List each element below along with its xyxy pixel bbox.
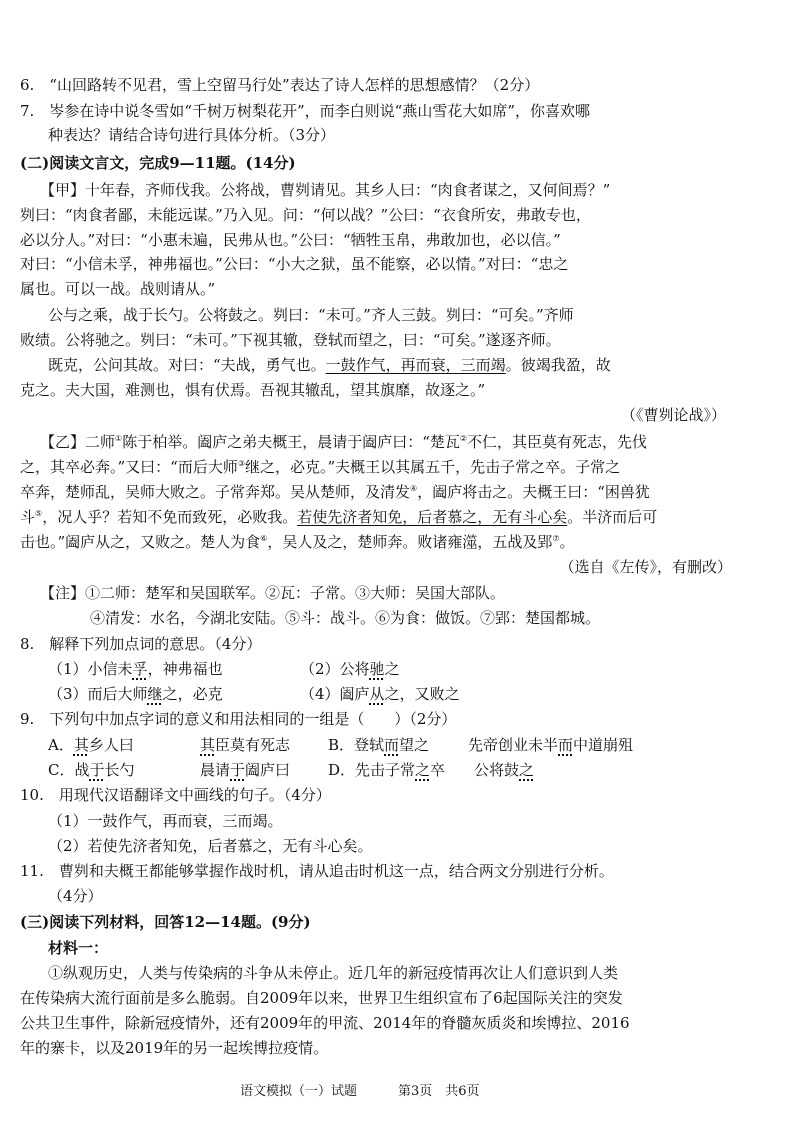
dotted-word: 而 xyxy=(558,736,574,754)
question-10: 10. 用现代汉语翻译文中画线的句子。（4分） xyxy=(20,786,331,804)
passage-jia-line: 对曰：“小信未孚，神弗福也。”公曰：“小大之狱，虽不能察，必以情。”对曰：“忠之 xyxy=(20,255,569,273)
question-8-item-3 xyxy=(48,687,223,702)
question-9: 9. 下列句中加点字词的意义和用法相同的一组是（ ）（2分） xyxy=(20,710,457,728)
passage-text: 。 xyxy=(559,533,575,551)
dotted-word: 于 xyxy=(230,761,246,779)
material-1-line: 公共卫生事件，除新冠疫情外，还有2009年的甲流、2014年的脊髓灰质炎和埃博拉、2016 xyxy=(20,1014,630,1032)
question-11-line-1: 11. 曹刿和夫概王都能够掌握作战时机，请从追击时机这一点，结合两文分别进行分析。 xyxy=(20,862,614,880)
passage-jia-line: 败绩。公将驰之。刿曰：“未可。”下视其辙，登轼而望之，曰：“可矣。”遂逐齐师。 xyxy=(20,331,561,349)
material-1-title: 材料一： xyxy=(48,939,109,957)
question-8: 8. 解释下列加点词的意思。（4分） xyxy=(20,635,262,653)
item-text: ，神弗福也 xyxy=(147,660,223,678)
passage-jia-line: 刿曰：“肉食者鄙，未能远谋。”乃入见。问：“何以战？”公曰：“衣食所安，弗敢专也， xyxy=(20,206,591,224)
question-7-line-1: 7. 岑参在诗中说冬雪如“千树万树梨花开”，而李白则说“燕山雪花大如席”，你喜欢哪 xyxy=(20,102,590,120)
passage-text: 卒奔，楚师乱，吴师大败之。子常奔郑。吴从楚师，及清发 xyxy=(20,483,411,501)
dotted-word: 驰 xyxy=(369,660,385,678)
option-text: 臣莫有死志 xyxy=(215,736,291,754)
item-text: 之，又败之 xyxy=(384,685,460,703)
dotted-word: 而 xyxy=(384,736,400,754)
question-10-item-1: （1）一鼓作气，再而衰，三而竭。 xyxy=(48,812,283,830)
notes-line-1: 【注】①二师：楚军和吴国联军。②瓦：子常。③大师：吴国大部队。 xyxy=(40,584,506,602)
question-9-option-c-2 xyxy=(200,763,290,778)
footer-exam-name: 语文模拟（一）试题 xyxy=(240,1084,358,1099)
passage-yi-line xyxy=(20,510,657,525)
option-text: D．先击子常 xyxy=(328,761,416,779)
notes-line-2: ④清发：水名，今湖北安陆。⑤斗：战斗。⑥为食：做饭。⑦郢：楚国都城。 xyxy=(90,609,601,627)
item-text: 之 xyxy=(384,660,400,678)
dotted-word: 其 xyxy=(73,736,89,754)
option-text: 先帝创业未半 xyxy=(468,736,559,754)
option-text: B．登轼 xyxy=(328,736,385,754)
question-9-option-a-2 xyxy=(200,738,290,753)
question-8-item-2 xyxy=(300,662,400,677)
option-text: 长勺 xyxy=(104,761,135,779)
passage-jia-source: （《曹刿论战》） xyxy=(620,406,726,424)
option-text: 中道崩殂 xyxy=(573,736,634,754)
material-1-line: ①纵观历史，人类与传染病的斗争从未停止。近几年的新冠疫情再次让人们意识到人类 xyxy=(48,964,619,982)
passage-text: ，阖庐将击之。夫概王曰：“困兽犹 xyxy=(417,483,650,501)
item-text: （4）阖庐 xyxy=(300,685,370,703)
footnote-marker: ⑦ xyxy=(552,534,560,543)
dotted-word: 孚 xyxy=(132,660,148,678)
passage-yi-line xyxy=(20,535,575,550)
dotted-word: 从 xyxy=(369,685,385,703)
passage-jia-line: 【甲】十年春，齐师伐我。公将战，曹刿请见。其乡人曰：“肉食者谋之，又何间焉？” xyxy=(40,181,611,199)
passage-text: ，吴人及之，楚师奔。败诸雍澨，五战及郢 xyxy=(267,533,553,551)
question-6: 6. “山回路转不见君，雪上空留马行处”表达了诗人怎样的思想感情？（2分） xyxy=(20,76,540,94)
dotted-word: 于 xyxy=(89,761,105,779)
passage-text: 陈于柏举。阖庐之弟夫概王，晨请于阖庐曰：“楚瓦 xyxy=(122,433,460,451)
material-1-line: 在传染病大流行面前是多么脆弱。自2009年以来，世界卫生组织宣布了6起国际关注的突发 xyxy=(20,989,623,1007)
passage-jia-line xyxy=(48,358,611,373)
item-text: （2）公将 xyxy=(300,660,370,678)
footnote-marker: ① xyxy=(115,434,123,443)
item-text: （1）小信未 xyxy=(48,660,133,678)
question-9-option-d-1 xyxy=(328,763,445,778)
passage-text: 。彼竭我盈，故 xyxy=(505,356,611,374)
dotted-word: 其 xyxy=(200,736,216,754)
section-3-heading: (三)阅读下列材料，回答12—14题。(9分) xyxy=(20,913,311,931)
underlined-sentence-1: 一鼓作气，再而衰，三而竭 xyxy=(325,356,506,374)
footnote-marker: ④ xyxy=(410,484,418,493)
option-text: A． xyxy=(48,736,74,754)
passage-yi-source: （选自《左传》，有删改） xyxy=(559,558,732,576)
option-text: 公将鼓 xyxy=(474,761,520,779)
footnote-marker: ③ xyxy=(237,459,246,468)
option-text: 乡人曰 xyxy=(88,736,134,754)
question-9-option-c-1 xyxy=(48,763,135,778)
option-text: 晨请 xyxy=(200,761,231,779)
passage-text: 。半济而后可 xyxy=(567,508,658,526)
footnote-marker: ② xyxy=(459,434,468,443)
passage-text: 既克，公问其故。对曰：“夫战，勇气也。 xyxy=(48,356,326,374)
dotted-word: 继 xyxy=(147,685,163,703)
passage-text: 斗 xyxy=(20,508,36,526)
question-9-option-b-1 xyxy=(328,738,429,753)
option-text: 阖庐曰 xyxy=(245,761,291,779)
passage-text: 击也。”阖庐从之，又败之。楚人为食 xyxy=(20,533,261,551)
passage-yi-line xyxy=(20,460,620,475)
passage-yi-line xyxy=(40,435,647,450)
question-10-item-2: （2）若使先济者知免，后者慕之，无有斗心矣。 xyxy=(48,837,373,855)
section-2-heading: (二)阅读文言文，完成9—11题。(14分) xyxy=(20,154,296,172)
passage-yi-line xyxy=(20,485,650,500)
passage-text: 继之，必克。”夫概王以其属五千，先击子常之卒。子常之 xyxy=(245,458,621,476)
passage-jia-line: 属也。可以一战。战则请从。” xyxy=(20,280,216,298)
item-text: 之，必克 xyxy=(162,685,223,703)
footnote-marker: ⑤ xyxy=(35,509,43,518)
passage-jia-line: 必以分人。”对曰：“小惠未遍，民弗从也。”公曰：“牺牲玉帛，弗敢加也，必以信。” xyxy=(20,231,561,249)
underlined-sentence-2: 若使先济者知免，后者慕之，无有斗心矣 xyxy=(297,508,568,526)
question-8-item-1 xyxy=(48,662,223,677)
option-text: 卒 xyxy=(430,761,446,779)
footnote-marker: ⑥ xyxy=(260,534,268,543)
passage-text: 之，其卒必奔。”又曰：“而后大师 xyxy=(20,458,238,476)
footer-page-number: 第3页 共6页 xyxy=(398,1084,480,1099)
passage-text: 【乙】二师 xyxy=(40,433,116,451)
item-text: （3）而后大师 xyxy=(48,685,148,703)
question-9-option-a-1 xyxy=(48,738,134,753)
passage-jia-line: 公与之乘，战于长勺。公将鼓之。刿曰：“未可。”齐人三鼓。刿曰：“可矣。”齐师 xyxy=(48,306,574,324)
option-text: C．战 xyxy=(48,761,90,779)
question-9-option-d-2 xyxy=(474,763,534,778)
passage-text: ，况人乎？若知不免而致死，必败我。 xyxy=(42,508,298,526)
passage-text: 不仁，其臣莫有死志，先伐 xyxy=(467,433,648,451)
question-8-item-4 xyxy=(300,687,460,702)
question-7-line-2: 种表达？请结合诗句进行具体分析。（3分） xyxy=(48,126,336,144)
question-11-line-2: （4分） xyxy=(48,887,103,905)
option-text: 望之 xyxy=(399,736,430,754)
question-9-option-b-2 xyxy=(468,738,633,753)
dotted-word: 之 xyxy=(519,761,535,779)
material-1-line: 年的寨卡，以及2019年的另一起埃博拉疫情。 xyxy=(20,1039,329,1057)
dotted-word: 之 xyxy=(415,761,431,779)
passage-jia-line: 克之。夫大国，难测也，惧有伏焉。吾视其辙乱，望其旗靡，故逐之。” xyxy=(20,381,486,399)
